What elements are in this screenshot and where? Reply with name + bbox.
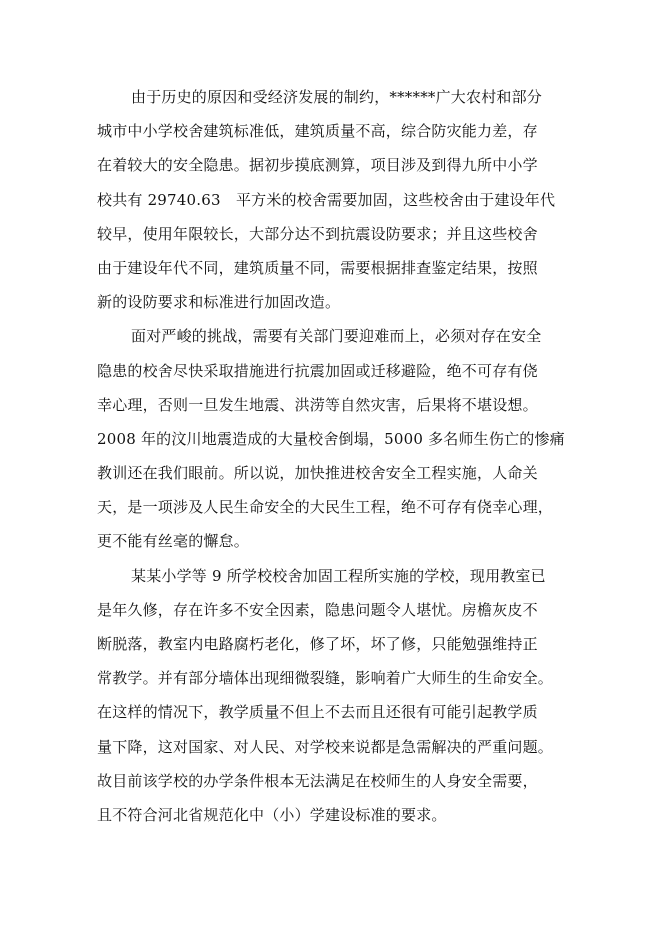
text-line: 量下降，这对国家、对人民、对学校来说都是急需解决的严重问题。 bbox=[97, 737, 554, 756]
paragraph-school-status bbox=[97, 559, 567, 833]
text-line: 城市中小学校舍建筑标准低，建筑质量不高，综合防灾能力差，存 bbox=[97, 122, 538, 141]
text-line: 新的设防要求和标准进行加固改造。 bbox=[97, 293, 341, 312]
text-line: 且不符合河北省规范化中（小）学建设标准的要求。 bbox=[97, 805, 447, 824]
text-line: 断脱落，教室内电路腐朽老化，修了坏，坏了修，只能勉强维持正 bbox=[97, 635, 538, 653]
text-line: 在这样的情况下，教学质量不但上不去而且还很有可能引起教学质 bbox=[97, 703, 538, 722]
text-line: 隐患的校舍尽快采取措施进行抗震加固或迁移避险，绝不可存有侥 bbox=[97, 361, 538, 380]
paragraph-challenge bbox=[97, 319, 567, 558]
text-line: 故目前该学校的办学条件根本无法满足在校师生的人身安全需要， bbox=[97, 771, 538, 790]
text-line: 2008 年的汶川地震造成的大量校舍倒塌，5000 多名师生伤亡的惨痛 bbox=[97, 429, 565, 448]
text-line: 由于历史的原因和受经济发展的制约，******广大农村和部分 bbox=[131, 88, 543, 106]
text-line: 教训还在我们眼前。所以说，加快推进校舍安全工程实施，人命关 bbox=[97, 464, 538, 483]
text-line: 常教学。并有部分墙体出现细微裂缝，影响着广大师生的生命安全。 bbox=[97, 669, 554, 688]
text-line: 面对严峻的挑战，需要有关部门要迎难而上，必须对存在安全 bbox=[131, 327, 542, 346]
text-line: 天，是一项涉及人民生命安全的大民生工程，绝不可存有侥幸心理， bbox=[97, 498, 554, 517]
text-line: 校共有 29740.63 平方米的校舍需要加固，这些校舍由于建设年代 bbox=[97, 190, 556, 209]
paragraph-history bbox=[97, 80, 567, 319]
text-line: 由于建设年代不同，建筑质量不同，需要根据排查鉴定结果，按照 bbox=[97, 258, 538, 277]
text-line: 在着较大的安全隐患。据初步摸底测算，项目涉及到得九所中小学 bbox=[97, 156, 538, 175]
text-line: 幸心理，否则一旦发生地震、洪涝等自然灾害，后果将不堪设想。 bbox=[97, 395, 538, 414]
text-line: 是年久修，存在许多不安全因素，隐患问题令人堪忧。房檐灰皮不 bbox=[97, 600, 538, 619]
document-body bbox=[97, 80, 567, 832]
text-line: 更不能有丝毫的懈怠。 bbox=[97, 532, 250, 551]
text-line: 某某小学等 9 所学校校舍加固工程所实施的学校，现用教室已 bbox=[131, 566, 546, 585]
text-line: 较早，使用年限较长，大部分达不到抗震设防要求；并且这些校舍 bbox=[97, 224, 538, 243]
